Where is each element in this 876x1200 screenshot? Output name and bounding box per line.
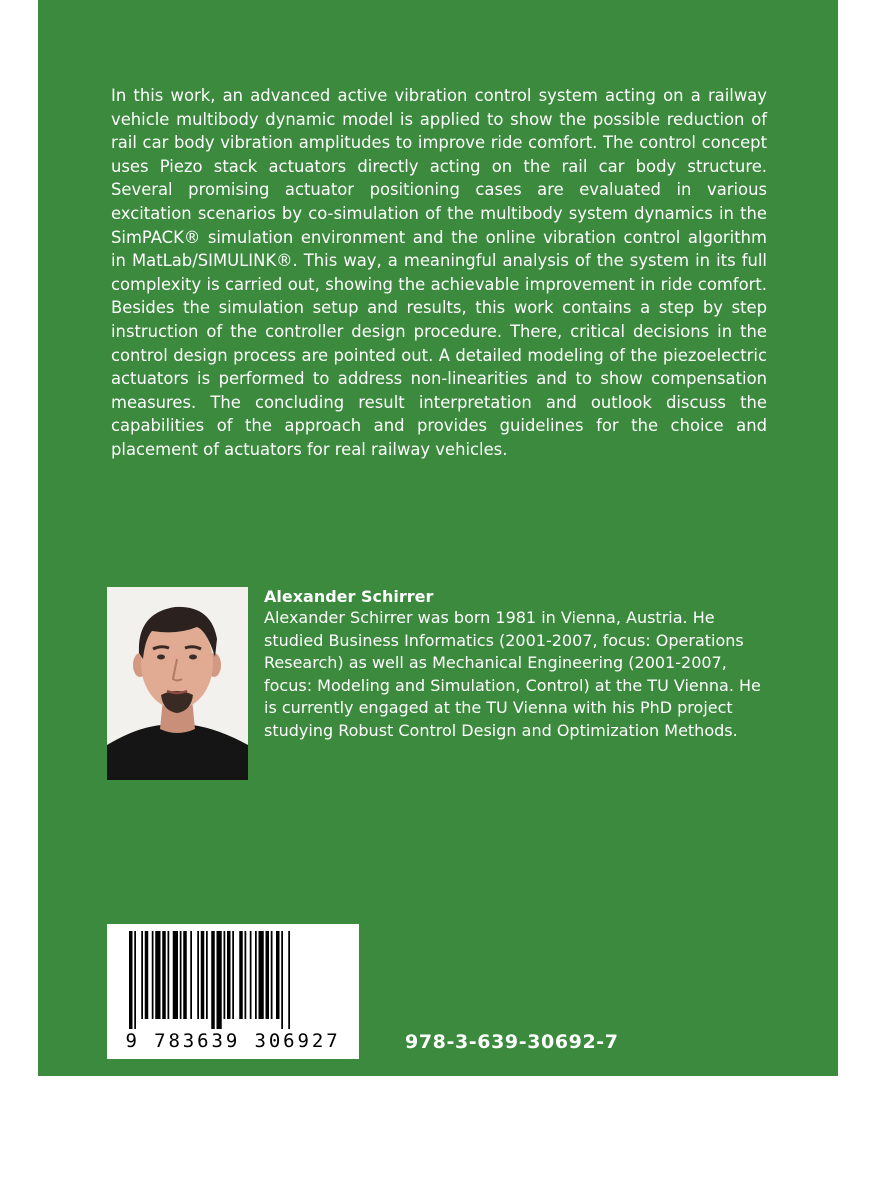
barcode-bar (232, 931, 234, 1019)
barcode-bar (217, 931, 222, 1029)
barcode-bar (152, 931, 154, 1019)
book-description: In this work, an advanced active vibration control system acting on a railway vehicle multibody dynamic model is applied to show the possible reduction of rail car body vibration amplitudes to improve ride comfort. The control concept uses Piezo stack actuators directly acting on the rail car body structure. Several promising actuator positioning cases are evaluated in various excitation scenarios by co-simulation of the multibody system dynamics in the SimPACK® simulation environment and the online vibration control algorithm in MatLab/SIMULINK®. This way, a meaningful analysis of the system in its full complexity is carried out, showing the achievable improvement in ride comfort. Besides the simulation setup and results, this work contains a step by step instruction of the controller design procedure. There, critical decisions in the control design process are pointed out. A detailed modeling of the piezoelectric actuators is performed to address non-linearities and to show compensation measures. The concluding result interpretation and outlook discuss the capabilities of the approach and provides guidelines for the choice and placement of actuators for real railway vehicles. (111, 86, 767, 459)
barcode-bar (180, 931, 182, 1019)
isbn-number: 978-3-639-30692-7 (405, 1031, 619, 1053)
barcode-bar (227, 931, 231, 1019)
barcode-bar (168, 931, 170, 1019)
barcode-bar (155, 931, 160, 1019)
barcode-bar (190, 931, 192, 1019)
barcode-bar (288, 931, 290, 1029)
barcode-bar (129, 931, 133, 1029)
barcode-bar (281, 931, 283, 1029)
barcode-bar (173, 931, 178, 1019)
barcode-bar (276, 931, 280, 1019)
barcode-bar (206, 931, 208, 1019)
barcode-bars (129, 931, 337, 1029)
barcode-digits: 9 783639 306927 (125, 1030, 341, 1052)
barcode-bar (145, 931, 149, 1019)
author-bio: Alexander Schirrer was born 1981 in Vienna, Austria. He studied Business Informatics (2001-2007, focus: Operations Research) as well as Mechanical Engineering (2001-2007, focus: Modeling and Simulation, Control) at the TU Vienna. He is currently engaged at the TU Vienna with his PhD project studying Robust Control Design and Optimization Methods. (264, 608, 761, 740)
barcode-bar (134, 931, 136, 1029)
barcode-bar (197, 931, 199, 1019)
barcode-bar (259, 931, 264, 1019)
barcode-bar (211, 931, 215, 1029)
barcode-bar (224, 931, 226, 1019)
barcode-bar (141, 931, 143, 1019)
author-photo (107, 587, 248, 780)
barcode-bar (201, 931, 205, 1019)
isbn-barcode (107, 924, 359, 1059)
author-name: Alexander Schirrer (264, 587, 434, 606)
barcode-bar (271, 931, 273, 1019)
barcode-bar (239, 931, 243, 1019)
barcode-bar (266, 931, 270, 1019)
barcode-bar (245, 931, 247, 1019)
barcode-bar (255, 931, 257, 1019)
barcode-bar (162, 931, 166, 1019)
barcode-bar (183, 931, 187, 1019)
barcode-bar (250, 931, 252, 1019)
